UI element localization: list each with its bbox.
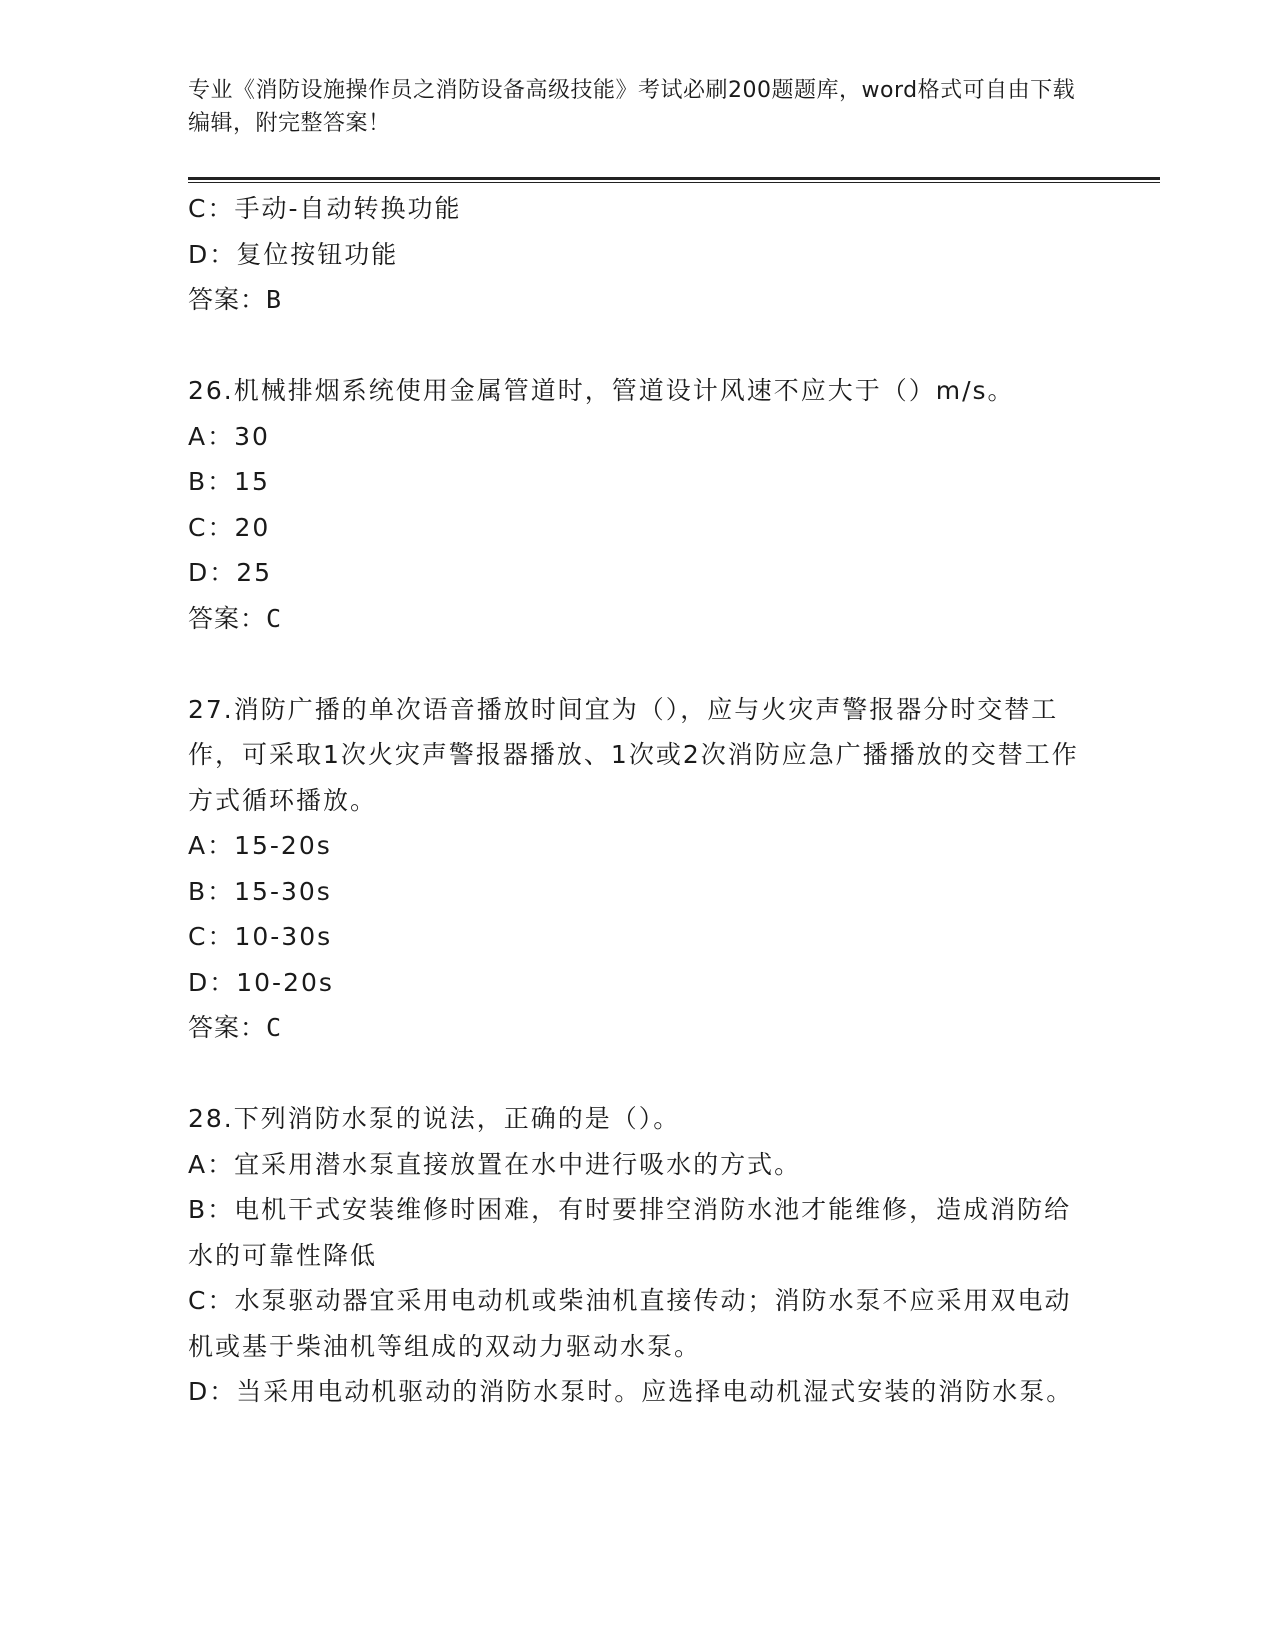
question-26 bbox=[188, 368, 1088, 641]
option-b: B：15 bbox=[188, 467, 270, 496]
header-divider-thin bbox=[188, 182, 1160, 183]
option-d: D：10-20s bbox=[188, 967, 334, 997]
option-b: B：电机干式安装维修时困难，有时要排空消防水池才能维修，造成消防给水的可靠性降低 bbox=[188, 1195, 1072, 1270]
option-d: D：复位按钮功能 bbox=[188, 239, 399, 269]
question-stem: 28.下列消防水泵的说法，正确的是（）。 bbox=[188, 1104, 681, 1133]
question-stem: 26.机械排烟系统使用金属管道时，管道设计风速不应大于（）m/s。 bbox=[188, 376, 1015, 405]
option-c: C：手动-自动转换功能 bbox=[188, 194, 462, 223]
page-header: 专业《消防设施操作员之消防设备高级技能》考试必刷200题题库，word格式可自由下载编辑，附完整答案！ bbox=[188, 78, 1076, 136]
question-25-tail bbox=[188, 186, 1088, 323]
question-27 bbox=[188, 687, 1088, 1051]
header-divider-thick bbox=[188, 177, 1160, 180]
question-content bbox=[188, 186, 1088, 1415]
option-c: C：10-30s bbox=[188, 922, 333, 951]
option-a: A：30 bbox=[188, 421, 270, 451]
option-b: B：15-30s bbox=[188, 876, 332, 906]
question-stem: 27.消防广播的单次语音播放时间宜为（），应与火灾声警报器分时交替工作，可采取1次火灾声警报器播放、1次或2次消防应急广播播放的交替工作方式循环播放。 bbox=[188, 694, 1079, 815]
spacer bbox=[188, 641, 1088, 687]
answer: 答案：C bbox=[188, 1013, 283, 1042]
option-d: D：25 bbox=[188, 558, 273, 587]
spacer bbox=[188, 323, 1088, 369]
option-c: C：水泵驱动器宜采用电动机或柴油机直接传动；消防水泵不应采用双电动机或基于柴油机等组成的双动力驱动水泵。 bbox=[188, 1286, 1072, 1361]
spacer bbox=[188, 1051, 1088, 1097]
option-a: A：15-20s bbox=[188, 831, 332, 860]
option-d: D：当采用电动机驱动的消防水泵时。应选择电动机湿式安装的消防水泵。 bbox=[188, 1377, 1074, 1406]
option-a: A：宜采用潜水泵直接放置在水中进行吸水的方式。 bbox=[188, 1149, 802, 1179]
answer: 答案：C bbox=[188, 603, 283, 633]
answer: 答案：B bbox=[188, 285, 283, 314]
question-28 bbox=[188, 1096, 1088, 1415]
option-c: C：20 bbox=[188, 512, 271, 542]
